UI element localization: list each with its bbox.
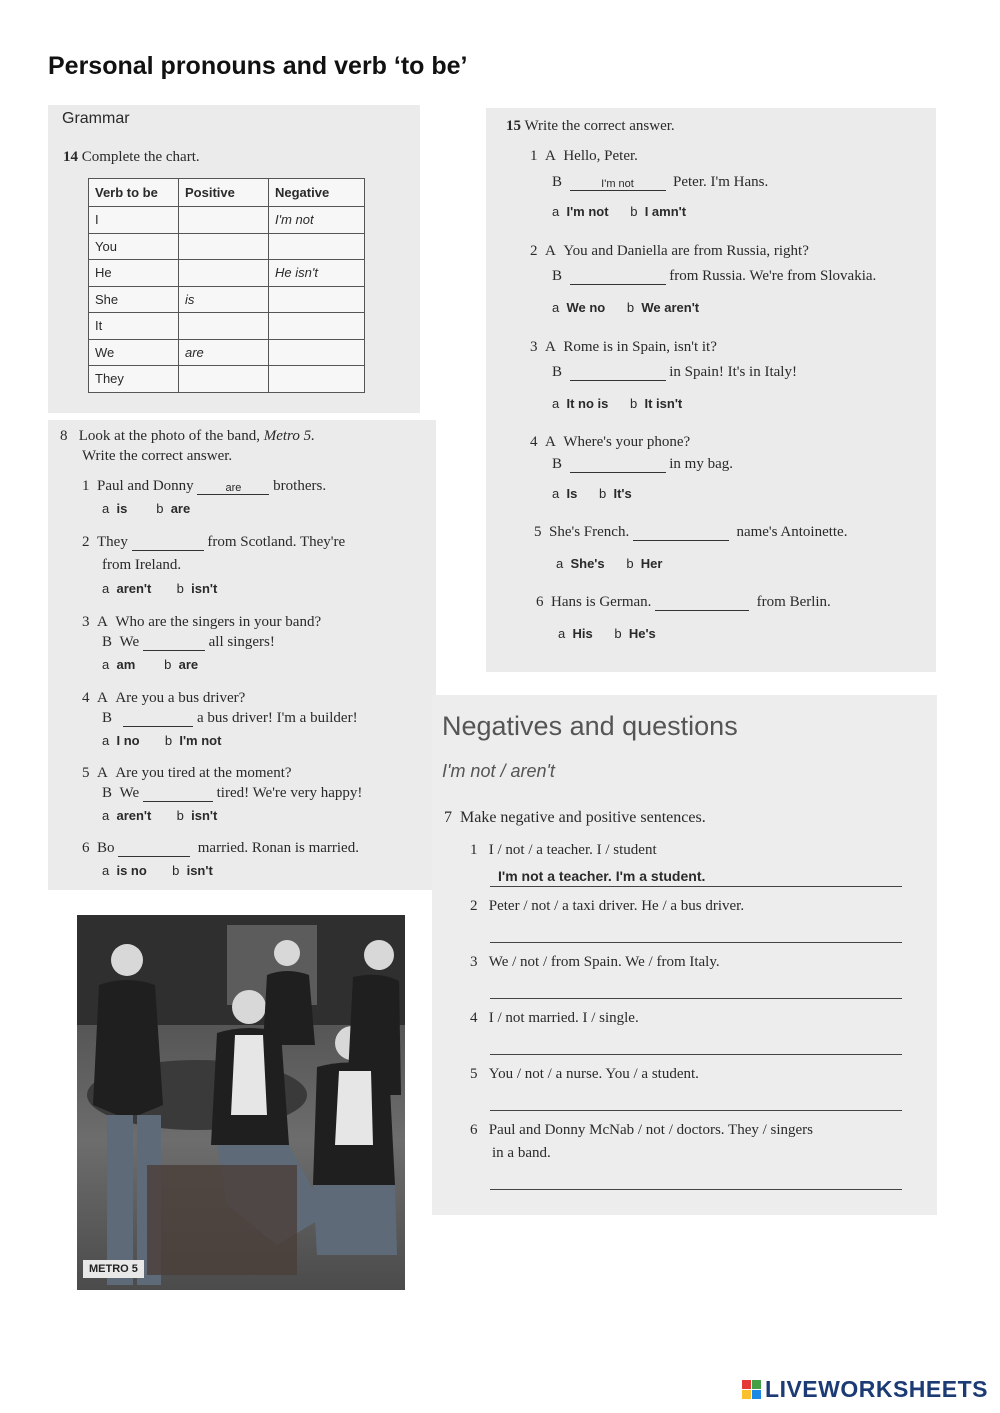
chart-row [89,233,365,260]
speaker-b: B [552,174,563,190]
band-photo [77,915,405,1290]
item-text: You / not / a nurse. You / a student. [488,1066,699,1082]
chart-cell-negative[interactable] [269,366,365,393]
speaker-b-text: We [119,634,140,650]
option-a[interactable]: aren't [116,808,152,823]
chart-header-negative [269,179,365,207]
ex8-text: Look at the photo of the band, [78,428,260,444]
chart-cell-verb: He [89,260,179,287]
chart-cell-verb: We [89,339,179,366]
ex15-options [552,396,682,411]
option-a[interactable]: It no is [566,396,609,411]
option-a[interactable]: I'm not [566,204,609,219]
ex15-item-b-line [552,268,876,285]
ex14-text: Complete the chart. [81,149,200,165]
option-a-letter: a [102,501,110,516]
speaker-b: B [102,634,113,650]
option-a-letter: a [552,486,560,501]
ex15-item-line [534,524,847,541]
ex15-item-b-line [552,364,797,381]
item-text: Paul and Donny [97,478,194,494]
ex8-item-a-line [82,765,292,782]
option-b[interactable]: Her [640,556,663,571]
chart-row [89,339,365,366]
ex7-text: Make negative and positive sentences. [460,809,706,826]
speaker-a: A [545,339,556,355]
grammar-heading: Grammar [62,110,130,127]
item-number: 1 [530,148,538,164]
answer-line[interactable] [490,1110,902,1111]
negatives-panel [432,695,937,1215]
answer-blank[interactable] [118,856,190,857]
ex15-number: 15 [506,118,521,134]
band-photo-illustration [77,915,405,1290]
chart-cell-positive[interactable] [179,260,269,287]
ex8-item-line-2: from Ireland. [102,557,182,573]
item-number: 2 [470,898,478,914]
ex15-panel [486,108,936,672]
ex14-instruction [63,149,200,166]
grammar-panel [48,105,420,413]
answer-line[interactable] [490,1054,902,1055]
ex8-options [102,808,217,823]
chart-row [89,366,365,393]
answer-blank[interactable] [132,550,204,551]
option-b-letter: b [164,657,172,672]
speaker-b: B [102,785,113,801]
ex15-options [552,204,686,219]
option-a-letter: a [102,863,110,878]
option-a[interactable]: is [116,501,128,516]
option-b[interactable]: isn't [191,581,218,596]
option-b[interactable]: He's [628,626,656,641]
option-a-letter: a [552,300,560,315]
item-number: 5 [470,1066,478,1082]
chart-header-positive-text: Positive [185,185,235,200]
speaker-b-text: from Russia. We're from Slovakia. [669,268,877,284]
answer-line[interactable] [490,942,902,943]
item-number: 1 [82,478,90,494]
option-b-letter: b [156,501,164,516]
ex8-options [102,863,213,878]
speaker-b-text: We [119,785,140,801]
chart-cell-verb: I [89,207,179,234]
item-text: Paul and Donny McNab / not / doctors. They / singers [488,1122,814,1138]
chart-cell-positive[interactable] [179,366,269,393]
item-text-after: brothers. [273,478,327,494]
ex15-item-b-line [552,456,733,473]
ex15-item-a-line [530,434,690,451]
speaker-b-text: in my bag. [669,456,734,472]
ex8-options [102,501,190,516]
item-number: 6 [470,1122,478,1138]
speaker-a-text: Rome is in Spain, isn't it? [563,339,717,355]
option-b[interactable]: are [170,501,191,516]
option-b[interactable]: We aren't [641,300,700,315]
item-text-after: from Scotland. They're [207,534,346,550]
item-number: 4 [470,1010,478,1026]
speaker-a: A [545,243,556,259]
ex7-number: 7 [444,809,452,826]
option-a-letter: a [556,556,564,571]
speaker-b-text: Peter. I'm Hans. [673,174,769,190]
chart-cell-positive[interactable] [179,207,269,234]
logo-text: LIVEWORKSHEETS [765,1376,988,1402]
ex15-item-a-line [530,339,717,356]
option-a-letter: a [102,581,110,596]
ex15-text: Write the correct answer. [524,118,675,134]
ex7-item [470,1122,813,1139]
ex8-options [102,657,198,672]
answer-blank[interactable] [570,284,666,285]
option-b[interactable]: It's [613,486,632,501]
answer-blank[interactable] [570,380,666,381]
liveworksheets-logo[interactable] [742,1376,988,1403]
speaker-b: B [552,364,563,380]
item-text: Peter / not / a taxi driver. He / a bus driver. [488,898,745,914]
option-a-letter: a [102,808,110,823]
item-text-after: name's Antoinette. [736,524,848,540]
speaker-a-text: Who are the singers in your band? [115,614,322,630]
speaker-b: B [102,710,113,726]
chart-header-negative-text: Negative [275,185,330,200]
chart-cell-negative[interactable] [269,286,365,313]
item-text-after: from Berlin. [756,594,831,610]
option-b[interactable]: I amn't [644,204,687,219]
chart-cell-positive[interactable]: is [179,286,269,313]
answer-blank[interactable] [143,650,205,651]
option-b[interactable]: It isn't [644,396,683,411]
speaker-b-text-after: all singers! [208,634,275,650]
item-text: I / not married. I / single. [488,1010,639,1026]
ex15-options [552,300,699,315]
ex8-instruction-2: Write the correct answer. [82,448,233,464]
logo-mark-icon [742,1380,761,1399]
speaker-a-text: Hello, Peter. [563,148,638,164]
item-text-after: married. Ronan is married. [197,840,359,856]
item-text: She's French. [549,524,630,540]
ex8-number: 8 [60,428,68,444]
option-a[interactable]: His [572,626,593,641]
option-b[interactable]: isn't [186,863,213,878]
answer-line[interactable] [490,998,902,999]
speaker-b-text: a bus driver! I'm a builder! [197,710,358,726]
speaker-b: B [552,456,563,472]
item-number: 5 [534,524,542,540]
ex8-instruction [60,428,315,445]
option-a[interactable]: aren't [116,581,152,596]
item-number: 2 [82,534,90,550]
ex8-item-line [82,534,345,551]
answer-blank[interactable] [655,610,749,611]
ex7-item-line-2: in a band. [492,1145,551,1161]
speaker-b-text: in Spain! It's in Italy! [669,364,797,380]
chart-row [89,313,365,340]
answer-blank[interactable]: are [197,482,269,495]
option-a[interactable]: I no [116,733,140,748]
option-b[interactable]: I'm not [179,733,222,748]
option-b-letter: b [172,863,180,878]
ex8-panel [48,420,436,890]
ex14-number: 14 [63,149,78,165]
item-text: Hans is German. [551,594,652,610]
option-b[interactable]: are [178,657,199,672]
ex7-item [470,898,744,915]
chart-row [89,286,365,313]
logo-square [742,1390,751,1399]
ex8-item-b-line [102,710,358,727]
chart-row [89,207,365,234]
item-number: 3 [530,339,538,355]
chart-cell-negative[interactable]: He isn't [269,260,365,287]
item-number: 4 [82,690,90,706]
speaker-a: A [97,690,108,706]
chart-cell-positive[interactable] [179,233,269,260]
speaker-a: A [97,614,108,630]
photo-caption: METRO 5 [83,1260,144,1278]
answer-blank[interactable] [143,801,213,802]
option-b-letter: b [626,556,634,571]
ex15-options [556,556,662,571]
item-number: 6 [82,840,90,856]
option-a[interactable]: Is [566,486,578,501]
chart-cell-verb: You [89,233,179,260]
chart-header-verb-text: Verb to be [95,185,158,200]
option-a[interactable]: She's [570,556,605,571]
chart-header-row [89,179,365,207]
answer-blank[interactable] [570,472,666,473]
option-a-letter: a [552,396,560,411]
ex8-item-a-line [82,690,245,707]
item-number: 1 [470,842,478,858]
item-text: I / not / a teacher. I / student [488,842,657,858]
option-b-letter: b [176,808,184,823]
ex15-options [558,626,656,641]
item-number: 2 [530,243,538,259]
option-a[interactable]: We no [566,300,606,315]
item-number: 3 [470,954,478,970]
chart-cell-verb: It [89,313,179,340]
speaker-a-text: Where's your phone? [563,434,691,450]
speaker-b: B [552,268,563,284]
item-number: 5 [82,765,90,781]
option-b-letter: b [630,204,638,219]
option-a[interactable]: am [116,657,136,672]
speaker-a: A [545,148,556,164]
speaker-a: A [97,765,108,781]
ex7-item [470,842,657,859]
negatives-title: Negatives and questions [442,711,738,741]
answer-text: I'm not a teacher. I'm a student. [498,868,706,884]
option-b-letter: b [176,581,184,596]
chart-cell-negative[interactable] [269,339,365,366]
ex7-item [470,1066,699,1083]
item-number: 6 [536,594,544,610]
ex15-instruction [506,118,675,135]
ex8-options [102,733,221,748]
option-b-letter: b [614,626,622,641]
item-text: We / not / from Spain. We / from Italy. [488,954,720,970]
speaker-a: A [545,434,556,450]
answer-blank[interactable] [633,540,729,541]
option-a-letter: a [558,626,566,641]
ex7-item [470,954,720,971]
ex8-item-line [82,840,359,857]
item-text: They [97,534,128,550]
option-a-letter: a [102,657,110,672]
ex7-item [470,1010,639,1027]
chart-cell-positive[interactable]: are [179,339,269,366]
answer-line[interactable] [490,1189,902,1190]
answer-blank[interactable]: I'm not [570,178,666,191]
ex15-item-a-line [530,243,809,260]
option-b[interactable]: isn't [191,808,218,823]
option-b-letter: b [164,733,173,748]
item-text: Bo [97,840,115,856]
page-title: Personal pronouns and verb ‘to be’ [48,52,468,80]
ex8-item-a-line [82,614,321,631]
chart-cell-negative[interactable] [269,233,365,260]
answer-line[interactable] [490,886,902,887]
ex8-band-name: Metro 5. [263,428,315,444]
ex8-item-b-line [102,634,275,651]
ex8-item-line [82,478,326,495]
option-b-letter: b [626,300,635,315]
verb-chart [88,178,365,393]
logo-square [752,1380,761,1389]
speaker-a-text: Are you tired at the moment? [115,765,292,781]
ex8-item-b-line [102,785,362,802]
logo-square [752,1390,761,1399]
item-number: 4 [530,434,538,450]
ex15-options [552,486,632,501]
ex15-item-a-line [530,148,638,165]
option-a-letter: a [552,204,560,219]
chart-cell-verb: They [89,366,179,393]
chart-cell-negative[interactable]: I'm not [269,207,365,234]
chart-header-positive [179,179,269,207]
ex15-item-line [536,594,831,611]
chart-cell-negative[interactable] [269,313,365,340]
chart-cell-positive[interactable] [179,313,269,340]
option-a[interactable]: is no [116,863,147,878]
chart-row [89,260,365,287]
ex15-item-b-line [552,174,768,191]
option-b-letter: b [598,486,607,501]
speaker-a-text: Are you a bus driver? [115,690,246,706]
option-b-letter: b [630,396,638,411]
speaker-a-text: You and Daniella are from Russia, right? [563,243,809,259]
option-a-letter: a [102,733,110,748]
speaker-b-text-after: tired! We're very happy! [216,785,363,801]
answer-blank[interactable] [123,726,193,727]
logo-square [742,1380,751,1389]
chart-cell-verb: She [89,286,179,313]
negatives-subtitle: I'm not / aren't [442,761,555,781]
chart-header-verb [89,179,179,207]
ex8-options [102,581,217,596]
ex7-instruction [444,809,706,827]
item-number: 3 [82,614,90,630]
